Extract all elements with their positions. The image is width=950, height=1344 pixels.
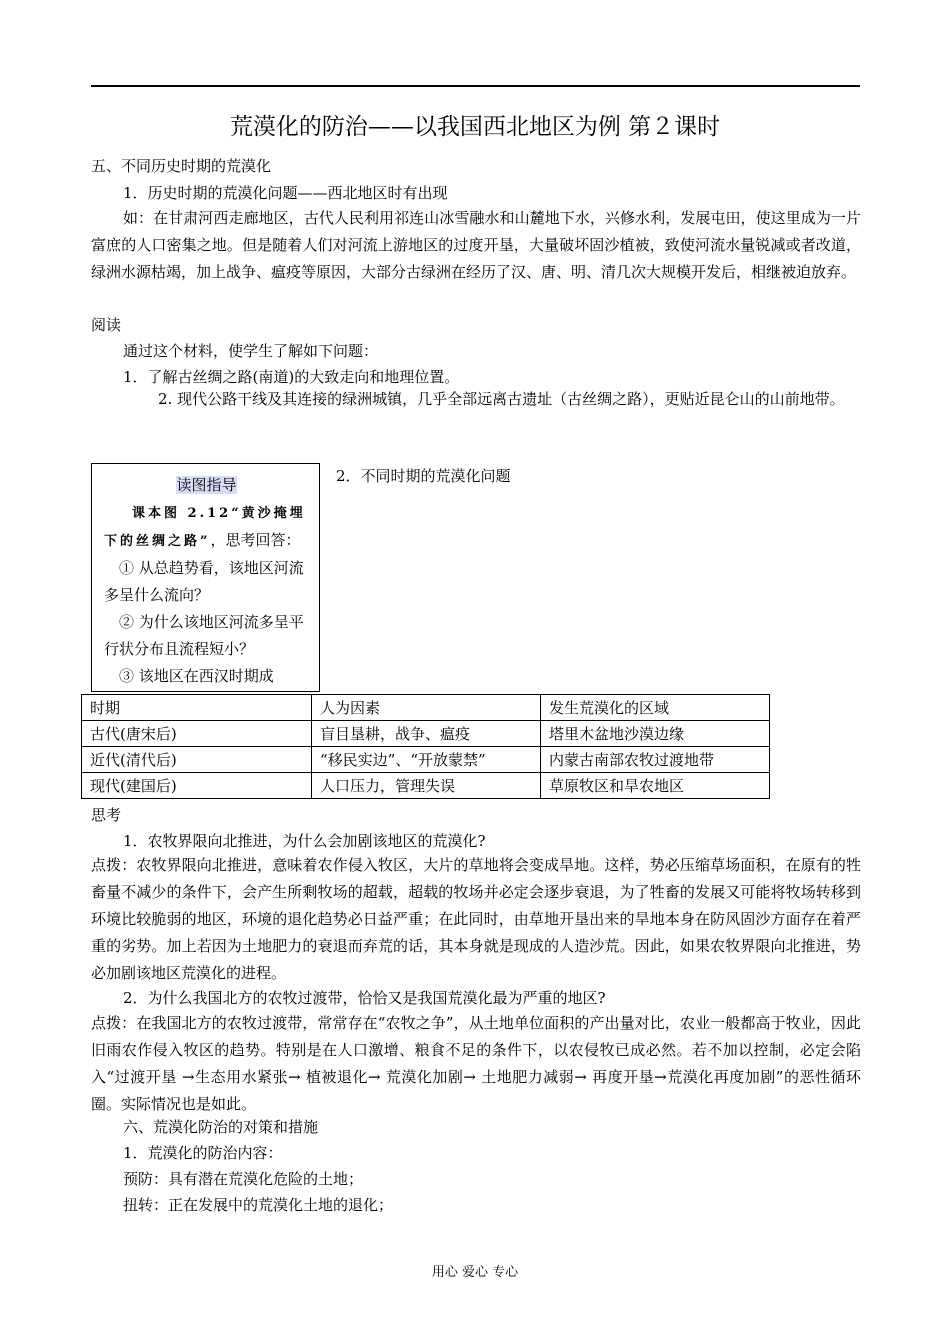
reading-label: 阅读 — [91, 316, 122, 334]
table-header-row — [82, 695, 770, 721]
guide-heading: 读图指导 — [176, 476, 237, 494]
reading-intro: 通过这个材料，使学生了解如下问题： — [123, 342, 379, 360]
think-q2: 2．为什么我国北方的农牧过渡带，恰恰又是我国荒漠化最为严重的地区? — [123, 989, 606, 1007]
table-cell: 塔里木盆地沙漠边缘 — [541, 721, 770, 747]
section5-example: 如：在甘肃河西走廊地区，古代人民利用祁连山冰雪融水和山麓地下水，兴修水利，发展屯田，使这里成为一片富庶的人口密集之地。但是随着人们对河流上游地区的过度开垦，大量破坏固沙植被，致使河流水量锐减或者改道，绿洲水源枯竭，加上战争、瘟疫等原因，大部分古绿洲在经历了汉、唐、明、清几次大规模开发后，相继被迫放弃。 — [91, 209, 861, 281]
item2-heading: 2．不同时期的荒漠化问题 — [336, 467, 511, 485]
table-header-cell: 时期 — [82, 695, 312, 721]
think-a1: 点拨：农牧界限向北推进，意味着农作侵入牧区，大片的草地将会变成旱地。这样，势必压缩草场面积，在原有的牲畜量不减少的条件下，会产生所剩牧场的超载，超载的牧场并必定会逐步衰退，为了牲畜的发展又可能将牧场转移到环境比较脆弱的地区，环境的退化趋势必日益严重；在此同时，由草地开垦出来的旱地本身在防风固沙方面存在着严重的劣势。加上若因为土地肥力的衰退而弃荒的话，其本身就是现成的人造沙荒。因此，如果农牧界限向北推进，势必加剧该地区荒漠化的进程。 — [91, 856, 861, 982]
section6-reverse: 扭转：正在发展中的荒漠化土地的退化； — [123, 1196, 394, 1214]
table-cell: 古代(唐宋后) — [82, 721, 312, 747]
guide-figure-ref: 课本图 2.12“黄沙掩埋下的丝绸之路” — [104, 506, 306, 549]
section6-prevent: 预防：具有潜在荒漠化危险的土地； — [123, 1170, 364, 1188]
table-cell: 草原牧区和旱农地区 — [541, 773, 770, 799]
table-row — [82, 747, 770, 773]
table-cell: “移民实边”、“开放蒙禁” — [312, 747, 541, 773]
section6-item1: 1．荒漠化的防治内容： — [123, 1144, 283, 1162]
guide-figure-prompt — [104, 499, 309, 555]
reading-q1: 1．了解古丝绸之路(南道)的大致走向和地理位置。 — [123, 368, 460, 386]
header-rule — [91, 85, 860, 87]
guide-q3: ③ 该地区在西汉时期成 — [119, 667, 274, 685]
table-row — [82, 721, 770, 747]
section5-item1: 1．历史时期的荒漠化问题——西北地区时有出现 — [123, 184, 448, 202]
table-cell: 内蒙古南部农牧过渡地带 — [541, 747, 770, 773]
table-cell: 近代(清代后) — [82, 747, 312, 773]
guide-prompt: ，思考回答： — [210, 531, 301, 549]
desertification-periods-table — [81, 694, 770, 799]
reading-q2: 2. 现代公路干线及其连接的绿洲城镇，几乎全部远离古遗址（古丝绸之路），更贴近昆仑山的山前地带。 — [158, 390, 845, 408]
think-q1: 1．农牧界限向北推进，为什么会加剧该地区的荒漠化? — [123, 832, 486, 850]
page-title: 荒漠化的防治——以我国西北地区为例 第２课时 — [229, 114, 721, 140]
map-reading-guide-box — [91, 463, 320, 692]
table-cell: 盲目垦耕，战争、瘟疫 — [312, 721, 541, 747]
table-cell: 人口压力，管理失误 — [312, 773, 541, 799]
think-label: 思考 — [91, 806, 122, 824]
guide-q1: ① 从总趋势看，该地区河流多呈什么流向？ — [104, 559, 304, 604]
guide-q2: ② 为什么该地区河流多呈平行状分布且流程短小？ — [104, 613, 304, 658]
table-header-cell: 人为因素 — [312, 695, 541, 721]
section6-heading: 六、荒漠化防治的对策和措施 — [123, 1118, 319, 1136]
table-row — [82, 773, 770, 799]
section5-heading: 五、不同历史时期的荒漠化 — [91, 157, 272, 175]
think-a2: 点拨：在我国北方的农牧过渡带，常常存在“农牧之争”，从土地单位面积的产出量对比，农业一般都高于牧业，因此旧雨农作侵入牧区的趋势。特别是在人口激增、粮食不足的条件下，以农侵牧已成必然。若不加以控制，必定会陷入“过渡开垦 →生态用水紧张→ 植被退化→ 荒漠化加剧→ 土地肥力减弱→ 再度开垦→荒漠化再度加剧”的恶性循环圈。实际情况也是如此。 — [91, 1014, 861, 1113]
page-footer: 用心 爱心 专心 — [431, 1265, 519, 1280]
table-header-cell: 发生荒漠化的区域 — [541, 695, 770, 721]
table-cell: 现代(建国后) — [82, 773, 312, 799]
